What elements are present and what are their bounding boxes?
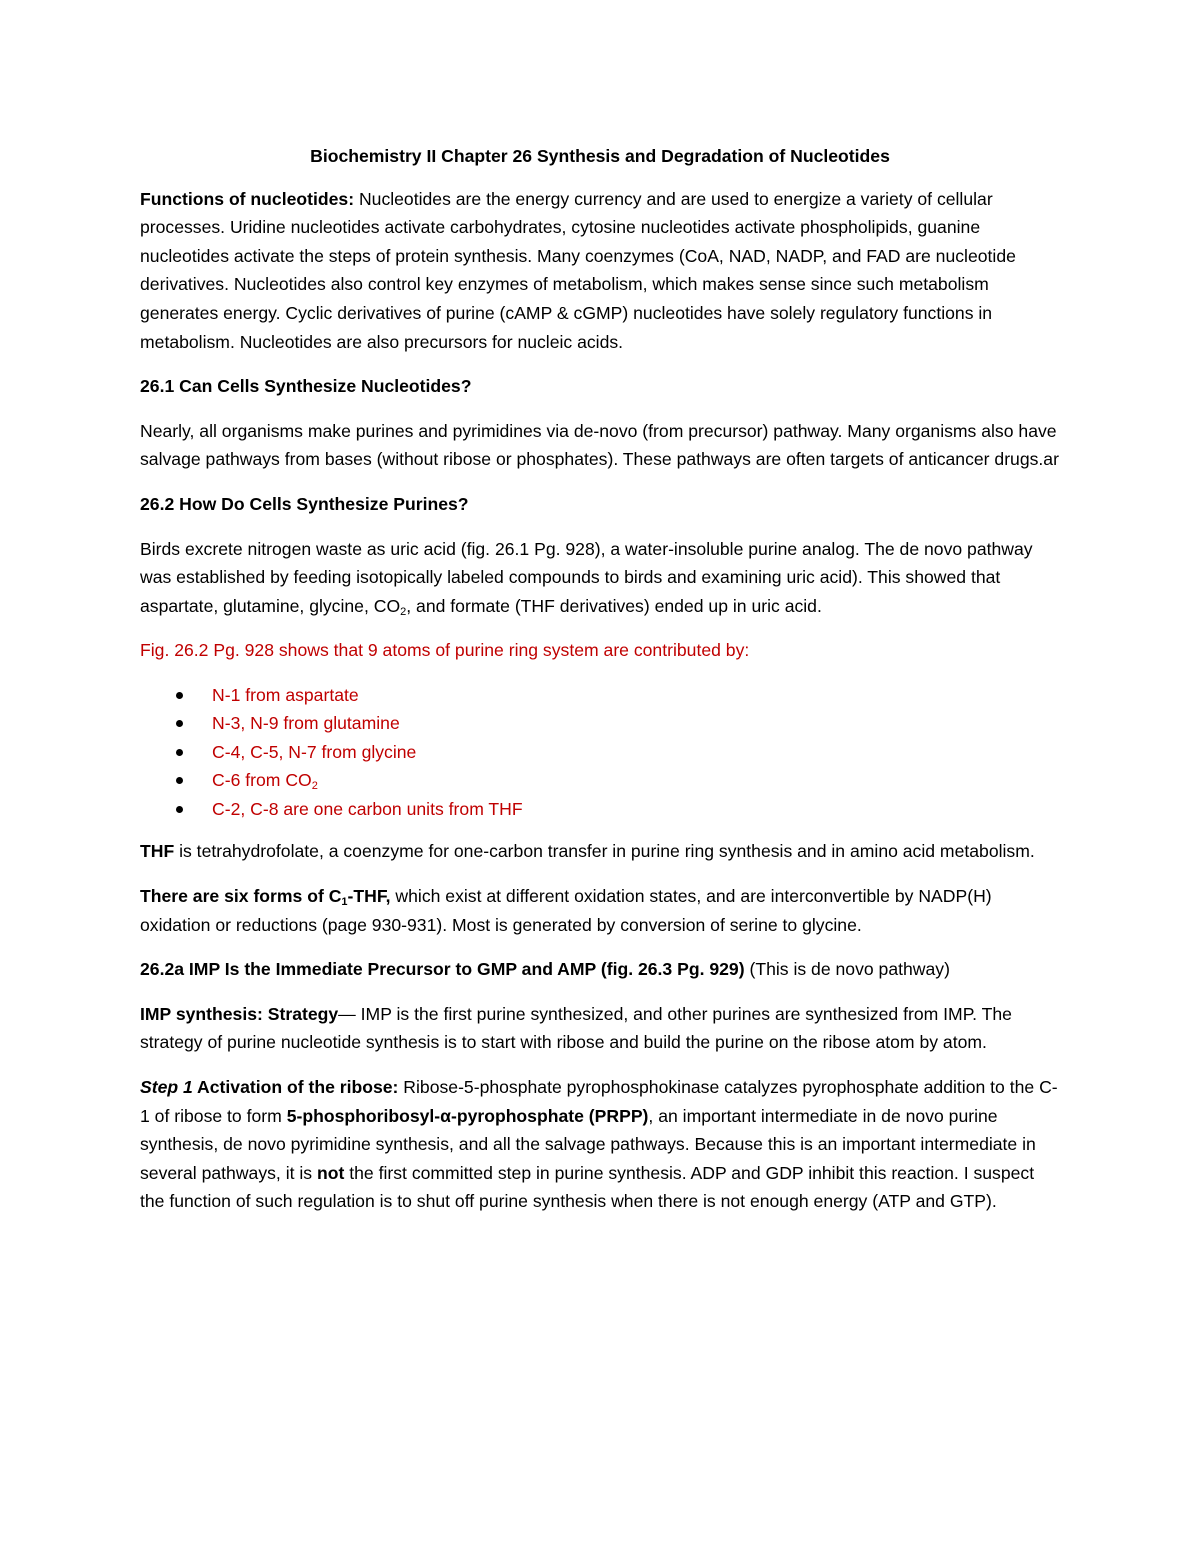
list-item [140, 766, 1060, 795]
section-26-2a-title: 26.2a IMP Is the Immediate Precursor to GMP and AMP (fig. 26.3 Pg. 929) [140, 959, 745, 980]
six-forms-label-a: There are six forms of C [140, 886, 342, 906]
step1-text-c: the first committed step in purine synthesis. ADP and GDP inhibit this reaction. I suspect the function of such regulation is to shut off purine synthesis when there is not enough energy (ATP and GTP). [140, 1162, 1035, 1212]
six-forms-label [140, 886, 391, 906]
list-item [140, 681, 1060, 710]
functions-paragraph [140, 185, 1060, 357]
imp-strategy-paragraph [140, 1000, 1060, 1057]
bullet-icon [176, 720, 183, 727]
page-title: Biochemistry II Chapter 26 Synthesis and Degradation of Nucleotides [310, 146, 890, 166]
bullet-icon [176, 692, 183, 699]
bullet-icon [176, 749, 183, 756]
step1-text-a: Ribose-5-phosphate pyrophosphokinase catalyzes pyrophosphate addition to the C-1 of ribose to form [140, 1076, 1058, 1126]
uric-acid-text-b: , and formate (THF derivatives) ended up in uric acid. [406, 595, 822, 616]
list-item [140, 738, 1060, 767]
list-item-text: C-6 from CO [212, 770, 312, 791]
imp-strategy-label: IMP synthesis: Strategy [140, 1003, 339, 1024]
functions-text: Nucleotides are the energy currency and are used to energize a variety of cellular processes. Uridine nucleotides activate carbohydrates, cytosine nucleotides activate phospholipids, guanine nucleotides activate the steps of protein synthesis. Many coenzymes (CoA, NAD, NADP, and FAD are nucleotide derivatives. Nucleotides also control key enzymes of metabolism, which makes sense since such metabolism generates energy. Cyclic derivatives of purine (cAMP & cGMP) nucleotides have solely regulatory functions in metabolism. Nucleotides are also precursors for nucleic acids. [140, 188, 1016, 352]
section-26-2a-heading [140, 955, 1060, 984]
six-forms-paragraph [140, 882, 1060, 939]
bullet-icon [176, 777, 183, 784]
thf-paragraph [140, 837, 1060, 866]
imp-strategy-text: — IMP is the first purine synthesized, and other purines are synthesized from IMP. The strategy of purine nucleotide synthesis is to start with ribose and build the purine on the ribose atom by atom. [140, 1003, 1012, 1053]
list-item-text: C-2, C-8 are one carbon units from THF [212, 798, 523, 819]
not-emphasis: not [317, 1162, 345, 1183]
document-page [140, 142, 1060, 1232]
thf-text: is tetrahydrofolate, a coenzyme for one-carbon transfer in purine ring synthesis and in amino acid metabolism. [174, 841, 1035, 862]
uric-acid-paragraph [140, 535, 1060, 621]
section-26-2-heading: 26.2 How Do Cells Synthesize Purines? [140, 493, 469, 514]
list-item [140, 795, 1060, 824]
co2-subscript: 2 [400, 605, 407, 618]
step1-label: Step 1 [140, 1076, 193, 1097]
step1-text-b: , an important intermediate in de novo purine synthesis, de novo pyrimidine synthesis, and all the salvage pathways. Because this is an important intermediate in several pathways, it is [140, 1105, 1036, 1183]
step1-title: Activation of the ribose: [192, 1076, 399, 1097]
section-26-1-heading: 26.1 Can Cells Synthesize Nucleotides? [140, 376, 472, 397]
list-item-text: N-1 from aspartate [212, 684, 359, 705]
section-26-2a-note: (This is de novo pathway) [744, 959, 950, 980]
co2-subscript: 2 [311, 780, 318, 793]
purine-atom-sources-list [140, 681, 1060, 824]
thf-label: THF [140, 841, 175, 862]
prpp-term: 5-phosphoribosyl-α-pyrophosphate (PRPP) [286, 1105, 649, 1126]
list-item-text: N-3, N-9 from glutamine [212, 713, 400, 734]
section-26-1-text: Nearly, all organisms make purines and pyrimidines via de-novo (from precursor) pathway. Many organisms also have salvage pathways from bases (without ribose or phosphates). These pathways are often targets of anticancer drugs.ar [140, 420, 1059, 470]
c1-subscript: 1 [341, 896, 348, 908]
six-forms-text: which exist at different oxidation states, and are interconvertible by NADP(H) oxidation or reductions (page 930-931). Most is generated by conversion of serine to glycine. [140, 886, 992, 935]
list-item-text: C-4, C-5, N-7 from glycine [212, 741, 417, 762]
uric-acid-text-a: Birds excrete nitrogen waste as uric acid (fig. 26.1 Pg. 928), a water-insoluble purine analog. The de novo pathway was established by feeding isotopically labeled compounds to birds and examining uric acid). This showed that aspartate, glutamine, glycine, CO [140, 538, 1033, 616]
bullet-icon [176, 806, 183, 813]
functions-label: Functions of nucleotides: [140, 188, 355, 209]
six-forms-label-b: -THF, [347, 886, 391, 906]
step1-paragraph [140, 1073, 1060, 1216]
fig-note: Fig. 26.2 Pg. 928 shows that 9 atoms of purine ring system are contributed by: [140, 640, 750, 661]
list-item [140, 709, 1060, 738]
